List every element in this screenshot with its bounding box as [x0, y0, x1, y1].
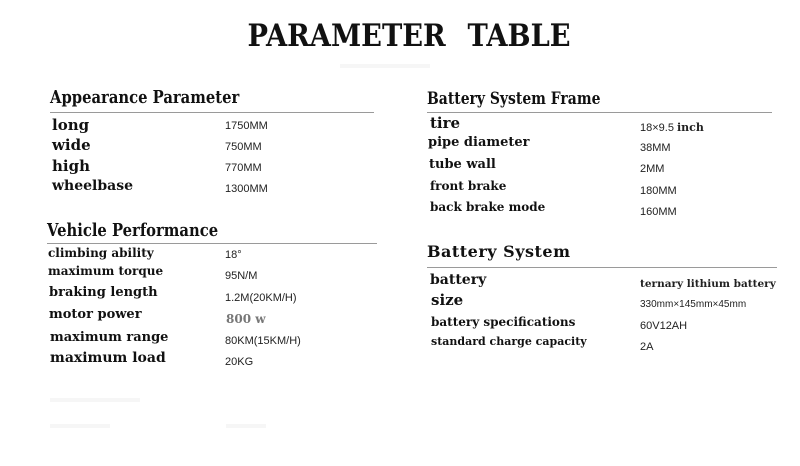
performance-section-title: Vehicle Performance: [47, 220, 219, 241]
divider: [226, 424, 266, 428]
performance-label-load: maximum load: [50, 350, 166, 366]
battery-value-battery: ternary lithium battery: [640, 278, 776, 290]
battery-section-title: Battery System: [427, 242, 571, 261]
frame-value-tube-wall: 2MM: [640, 163, 665, 175]
performance-divider: [47, 243, 377, 244]
frame-label-tube-wall: tube wall: [429, 157, 496, 172]
battery-label-size: size: [431, 291, 464, 309]
performance-value-torque: 95N/M: [225, 270, 258, 282]
battery-label-charge-capacity: standard charge capacity: [431, 335, 587, 348]
frame-label-pipe-diameter: pipe diameter: [428, 135, 530, 150]
frame-value-back-brake: 160MM: [640, 206, 677, 218]
divider: [340, 64, 430, 68]
frame-section-title: Battery System Frame: [427, 89, 601, 109]
frame-value-front-brake: 180MM: [640, 185, 677, 197]
divider: [50, 424, 110, 428]
page-title: PARAMETER TABLE: [247, 18, 571, 54]
frame-value-tire-unit: inch: [676, 121, 704, 134]
performance-label-climbing: climbing ability: [48, 246, 154, 260]
appearance-value-wheelbase: 1300MM: [225, 183, 268, 195]
frame-label-front-brake: front brake: [430, 179, 507, 193]
performance-value-range: 80KM(15KM/H): [225, 335, 301, 347]
appearance-section-title: Appearance Parameter: [50, 87, 240, 108]
appearance-value-long: 1750MM: [225, 120, 268, 132]
performance-label-braking: braking length: [49, 285, 158, 300]
performance-label-motor: motor power: [49, 307, 142, 322]
frame-label-back-brake: back brake mode: [430, 200, 546, 214]
appearance-value-high: 770MM: [225, 162, 262, 174]
battery-label-specifications: battery specifications: [431, 315, 576, 329]
battery-value-specifications: 60V12AH: [640, 320, 688, 332]
frame-divider: [427, 112, 772, 113]
battery-label-battery: battery: [430, 272, 487, 288]
frame-value-pipe-diameter: 38MM: [640, 142, 671, 154]
battery-value-size: 330mm×145mm×45mm: [640, 299, 747, 310]
performance-value-climbing: 18°: [225, 249, 242, 261]
performance-value-motor: 800 w: [226, 312, 266, 326]
battery-divider: [427, 267, 777, 268]
divider: [50, 398, 140, 402]
performance-label-torque: maximum torque: [48, 264, 164, 278]
appearance-value-wide: 750MM: [225, 141, 262, 153]
performance-value-braking: 1.2M(20KM/H): [225, 292, 297, 304]
performance-value-load: 20KG: [225, 356, 254, 368]
performance-label-range: maximum range: [50, 330, 169, 345]
battery-value-charge-capacity: 2A: [640, 341, 654, 353]
frame-value-tire-number: 18×9.5: [640, 122, 674, 134]
appearance-label-wide: wide: [52, 136, 91, 154]
frame-label-tire: tire: [430, 114, 461, 132]
frame-value-tire: [640, 121, 704, 134]
appearance-label-wheelbase: wheelbase: [52, 178, 134, 194]
appearance-label-high: high: [52, 157, 90, 175]
appearance-divider: [50, 112, 374, 113]
appearance-label-long: long: [52, 116, 90, 134]
